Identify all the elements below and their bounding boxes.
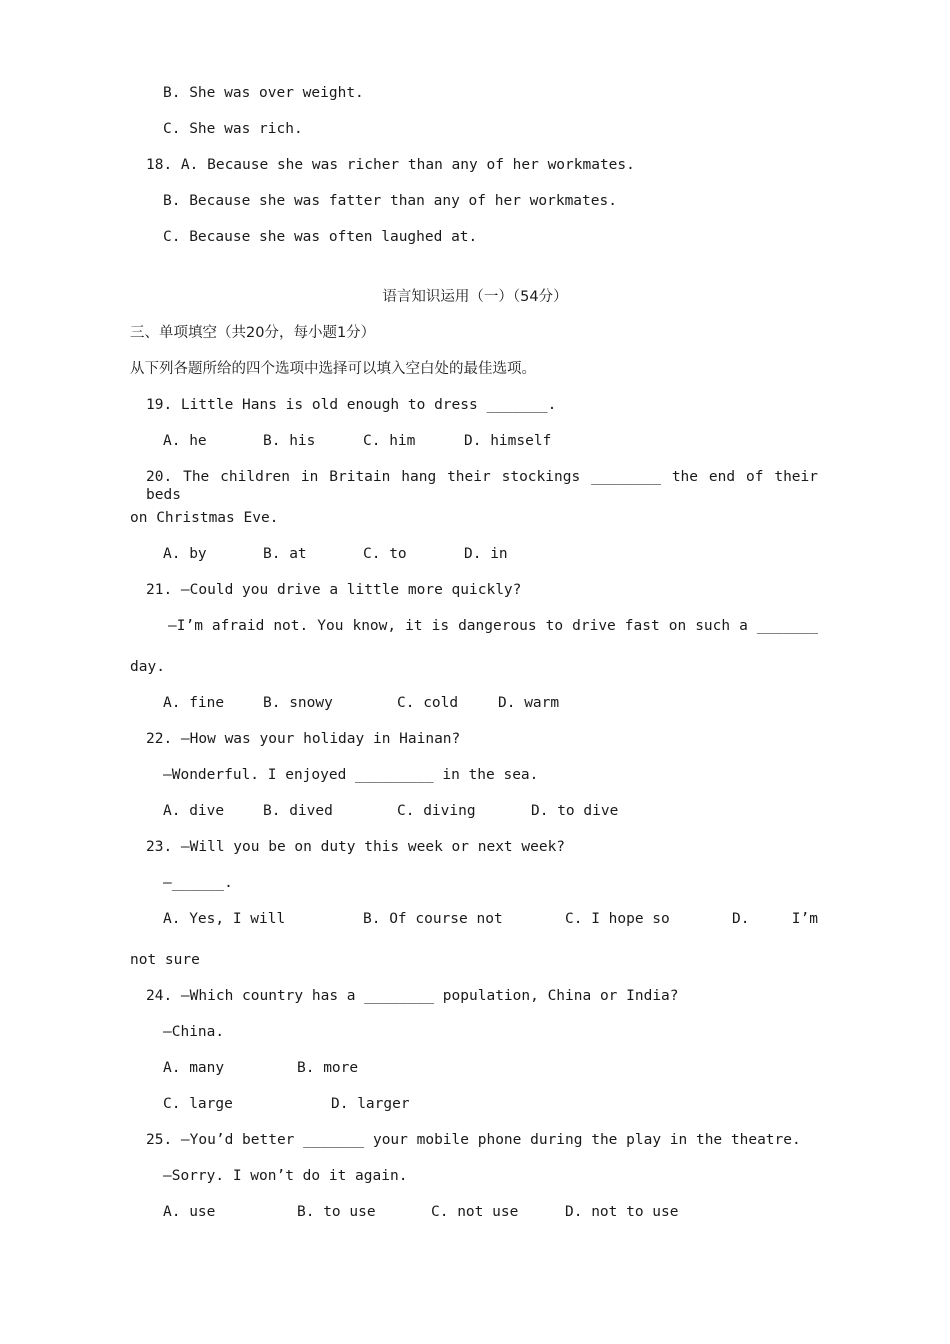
q22-option-d: D. to dive (531, 803, 619, 819)
q17-option-c: C. She was rich. (163, 121, 303, 137)
section-title: 语言知识运用（一）（54分） (382, 289, 568, 305)
q19-option-d: D. himself (464, 433, 552, 449)
q24-option-b: B. more (297, 1060, 359, 1076)
q23-reply: —______. (163, 875, 233, 891)
q25-option-d: D. not to use (565, 1204, 679, 1220)
q22-option-b: B. dived (263, 803, 333, 819)
q20-stem-line1: 20. The children in Britain hang their stockings ________ the end of their beds (146, 469, 818, 503)
q17-option-b: B. She was over weight. (163, 85, 364, 101)
q20-option-d: D. in (464, 546, 508, 562)
q19-stem: 19. Little Hans is old enough to dress _______. (146, 397, 557, 413)
q21-option-d: D. warm (498, 695, 560, 711)
q21-stem: 21. —Could you drive a little more quickly? (146, 582, 522, 598)
q18-option-c: C. Because she was often laughed at. (163, 229, 478, 245)
q21-option-a: A. fine (163, 695, 225, 711)
q21-reply-line1: —I’m afraid not. You know, it is dangerous to drive fast on such a _______ (168, 618, 818, 634)
q23-option-d: D. I’m (732, 911, 818, 927)
q24-stem: 24. —Which country has a ________ population, China or India? (146, 988, 679, 1004)
q24-option-c: C. large (163, 1096, 233, 1112)
q20-option-b: B. at (263, 546, 307, 562)
q23-option-b: B. Of course not (363, 911, 503, 927)
q25-option-b: B. to use (297, 1204, 376, 1220)
q25-option-a: A. use (163, 1204, 216, 1220)
q23-stem: 23. —Will you be on duty this week or next week? (146, 839, 566, 855)
q21-reply-line2: day. (130, 659, 165, 675)
q20-stem-line2: on Christmas Eve. (130, 510, 279, 526)
section-heading: 三、单项填空（共20分，每小题1分） (130, 325, 376, 341)
q18-option-a: 18. A. Because she was richer than any of her workmates. (146, 157, 635, 173)
q25-reply: —Sorry. I won’t do it again. (163, 1168, 408, 1184)
q23-option-a: A. Yes, I will (163, 911, 286, 927)
q24-reply: —China. (163, 1024, 225, 1040)
q19-option-a: A. he (163, 433, 207, 449)
q25-stem: 25. —You’d better _______ your mobile phone during the play in the theatre. (146, 1132, 801, 1148)
q23-option-d-cont: not sure (130, 952, 200, 968)
q22-option-c: C. diving (397, 803, 476, 819)
q25-option-c: C. not use (431, 1204, 519, 1220)
q21-option-b: B. snowy (263, 695, 333, 711)
q19-option-c: C. him (363, 433, 416, 449)
q20-option-c: C. to (363, 546, 407, 562)
section-instruction: 从下列各题所给的四个选项中选择可以填入空白处的最佳选项。 (130, 361, 536, 377)
q22-reply: —Wonderful. I enjoyed _________ in the sea. (163, 767, 539, 783)
q18-option-b: B. Because she was fatter than any of her workmates. (163, 193, 617, 209)
q19-option-b: B. his (263, 433, 316, 449)
q20-option-a: A. by (163, 546, 207, 562)
q22-stem: 22. —How was your holiday in Hainan? (146, 731, 461, 747)
q24-option-a: A. many (163, 1060, 225, 1076)
q22-option-a: A. dive (163, 803, 225, 819)
q23-option-c: C. I hope so (565, 911, 670, 927)
q24-option-d: D. larger (331, 1096, 410, 1112)
q21-option-c: C. cold (397, 695, 459, 711)
